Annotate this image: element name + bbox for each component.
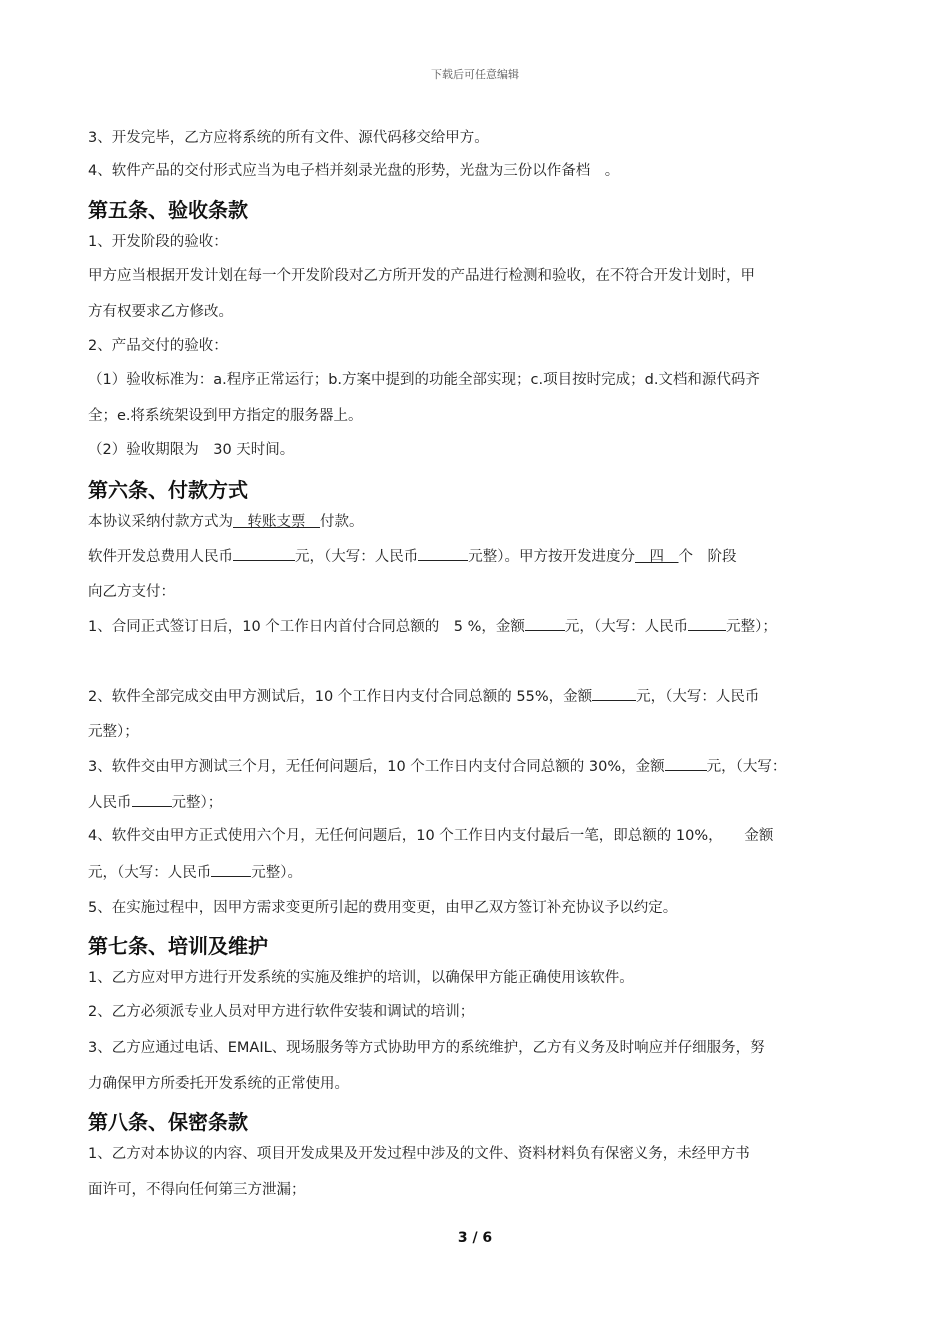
blank-line [592, 686, 636, 701]
paragraph: 3、开发完毕，乙方应将系统的所有文件、源代码移交给甲方。 [88, 130, 489, 146]
text: 元，（大写：人民币 [88, 865, 212, 881]
section-heading: 第七条、培训及维护 [88, 934, 268, 958]
section-heading: 第五条、验收条款 [88, 198, 248, 222]
paragraph: 2、乙方必须派专业人员对甲方进行软件安装和调试的培训； [88, 1004, 475, 1020]
blank-line [688, 616, 726, 631]
blank-line [132, 792, 172, 807]
paragraph: 全；e.将系统架设到甲方指定的服务器上。 [88, 408, 363, 424]
section-heading: 第八条、保密条款 [88, 1110, 248, 1134]
text: 元，（大写：人民币 [295, 549, 419, 565]
paragraph: 1、开发阶段的验收： [88, 234, 228, 250]
text: 本协议采纳付款方式为 [88, 514, 233, 530]
paragraph: 1、乙方应对甲方进行开发系统的实施及维护的培训，以确保甲方能正确使用该软件。 [88, 970, 634, 986]
text: 3、软件交由甲方测试三个月，无任何问题后，10 个工作日内支付合同总额的 30%，金额 [88, 759, 665, 775]
paragraph: 元整）； [88, 724, 139, 740]
paragraph [88, 792, 222, 813]
paragraph: 4、软件交由甲方正式使用六个月，无任何问题后，10 个工作日内支付最后一笔，即总额的 10%， 金额 [88, 828, 774, 844]
paragraph [88, 512, 364, 532]
blank-line [233, 546, 295, 561]
paragraph: 向乙方支付： [88, 584, 175, 600]
blank-line [525, 616, 565, 631]
text: 个 阶段 [678, 549, 737, 565]
blank-line [211, 862, 251, 877]
text: 元整）； [726, 619, 777, 635]
page-number: 3 / 6 [457, 1230, 493, 1246]
paragraph [88, 546, 737, 567]
blank-line [665, 756, 707, 771]
blank-line [418, 546, 468, 561]
text: 元整）； [171, 795, 223, 811]
text: 元整）。甲方按开发进度分 [468, 549, 635, 565]
paragraph [88, 862, 302, 883]
paragraph: 方有权要求乙方修改。 [88, 304, 233, 320]
text: 元，（大写： [706, 759, 787, 775]
paragraph: 面许可，不得向任何第三方泄漏； [88, 1182, 306, 1198]
paragraph: （1）验收标准为：a.程序正常运行；b.方案中提到的功能全部实现；c.项目按时完成；d.文档和源代码齐 [88, 372, 760, 388]
section-heading: 第六条、付款方式 [88, 478, 248, 502]
text: 元，（大写：人民币 [636, 689, 760, 705]
paragraph [88, 756, 786, 777]
paragraph: 2、产品交付的验收： [88, 338, 228, 354]
text: 人民币 [88, 795, 132, 811]
payment-method-value: 转账支票 [233, 514, 320, 530]
paragraph: 甲方应当根据开发计划在每一个开发阶段对乙方所开发的产品进行检测和验收，在不符合开发计划时，甲 [88, 268, 755, 284]
paragraph [88, 616, 777, 637]
text: 元，（大写：人民币 [564, 619, 689, 635]
paragraph: 5、在实施过程中，因甲方需求变更所引起的费用变更，由甲乙双方签订补充协议予以约定。 [88, 900, 678, 916]
text: 元整）。 [251, 865, 302, 881]
paragraph: 4、软件产品的交付形式应当为电子档并刻录光盘的形势，光盘为三份以作备档 。 [88, 163, 620, 179]
paragraph: 3、乙方应通过电话、EMAIL、现场服务等方式协助甲方的系统维护，乙方有义务及时响应并仔细服务，努 [88, 1040, 765, 1056]
page-header: 下载后可任意编辑 [431, 68, 519, 81]
text: 软件开发总费用人民币 [88, 549, 233, 565]
paragraph [88, 686, 759, 707]
text: 1、合同正式签订日后，10 个工作日内首付合同总额的 5 %，金额 [88, 619, 525, 635]
text: 2、软件全部完成交由甲方测试后，10 个工作日内支付合同总额的 55%，金额 [88, 689, 593, 705]
text: 付款。 [320, 514, 364, 530]
paragraph: （2）验收期限为 30 天时间。 [88, 442, 295, 458]
stage-count-value: 四 [635, 549, 679, 565]
paragraph: 1、乙方对本协议的内容、项目开发成果及开发过程中涉及的文件、资料材料负有保密义务，未经甲方书 [88, 1146, 750, 1162]
paragraph: 力确保甲方所委托开发系统的正常使用。 [88, 1076, 349, 1092]
